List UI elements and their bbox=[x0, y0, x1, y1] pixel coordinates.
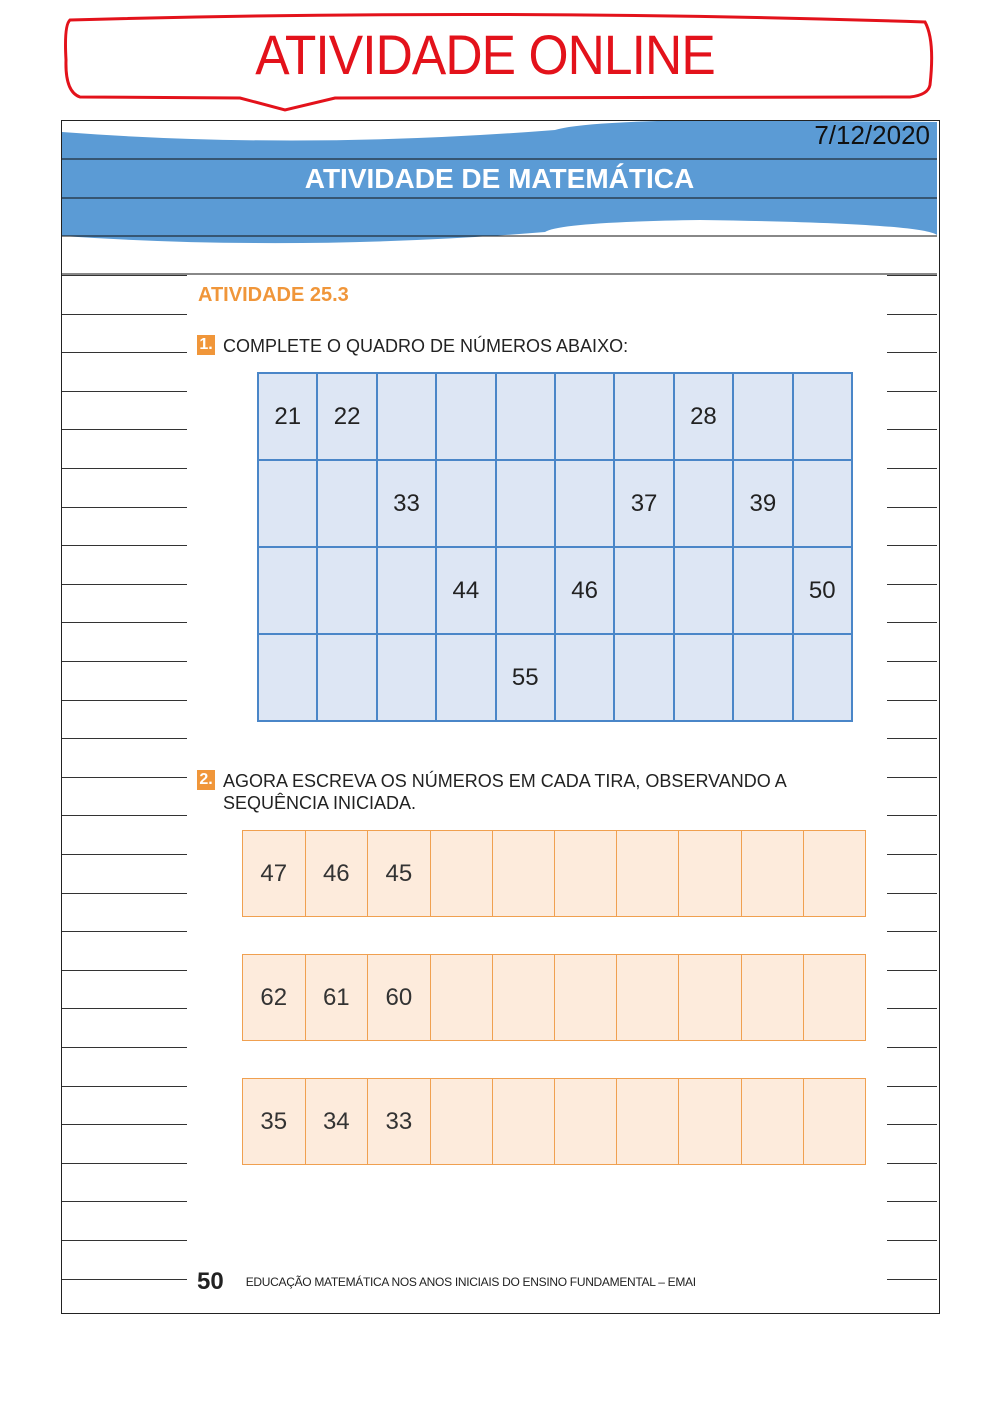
strip-cell-empty[interactable] bbox=[430, 1079, 492, 1165]
grid-cell-empty[interactable] bbox=[674, 634, 733, 721]
ruled-line bbox=[62, 1047, 187, 1048]
ruled-line bbox=[62, 700, 187, 701]
strip-cell: 35 bbox=[243, 1079, 306, 1165]
strip-cell: 33 bbox=[368, 1079, 431, 1165]
number-strip bbox=[242, 830, 866, 917]
ruled-line bbox=[887, 1086, 937, 1087]
strip-cell-empty[interactable] bbox=[554, 1079, 616, 1165]
ruled-line bbox=[887, 1047, 937, 1048]
grid-cell-empty[interactable] bbox=[317, 547, 376, 634]
ruled-line bbox=[887, 893, 937, 894]
grid-cell-empty[interactable] bbox=[258, 460, 317, 547]
date: 7/12/2020 bbox=[814, 120, 930, 150]
strip-cell: 45 bbox=[368, 831, 431, 917]
strip-cell-empty[interactable] bbox=[492, 955, 554, 1041]
grid-cell-empty[interactable] bbox=[258, 547, 317, 634]
strip-cell-empty[interactable] bbox=[679, 831, 741, 917]
strip-cell-empty[interactable] bbox=[617, 955, 679, 1041]
strip-cell: 46 bbox=[305, 831, 368, 917]
strip-cell-empty[interactable] bbox=[492, 1079, 554, 1165]
grid-cell-empty[interactable] bbox=[258, 634, 317, 721]
ruled-line bbox=[62, 1240, 187, 1241]
grid-cell-empty[interactable] bbox=[793, 373, 852, 460]
question-text: AGORA ESCREVA OS NÚMEROS EM CADA TIRA, OBSERVANDO A SEQUÊNCIA INICIADA. bbox=[223, 771, 786, 813]
grid-cell-empty[interactable] bbox=[614, 547, 673, 634]
number-strip bbox=[242, 1078, 866, 1165]
strip-cell: 62 bbox=[243, 955, 306, 1041]
page-number: 50 bbox=[197, 1268, 224, 1295]
grid-cell-empty[interactable] bbox=[733, 373, 792, 460]
ruled-line bbox=[887, 314, 937, 315]
strip-cell: 47 bbox=[243, 831, 306, 917]
ruled-line bbox=[887, 815, 937, 816]
strip-cell-empty[interactable] bbox=[803, 955, 865, 1041]
grid-cell-empty[interactable] bbox=[436, 460, 495, 547]
banner-title: ATIVIDADE ONLINE bbox=[255, 23, 715, 86]
strip-cell-empty[interactable] bbox=[741, 831, 803, 917]
grid-cell: 55 bbox=[496, 634, 555, 721]
ruled-line bbox=[62, 1008, 187, 1009]
strip-cell-empty[interactable] bbox=[803, 1079, 865, 1165]
footer bbox=[197, 1268, 696, 1296]
ruled-line bbox=[62, 275, 187, 276]
grid-cell-empty[interactable] bbox=[496, 373, 555, 460]
ruled-line bbox=[887, 468, 937, 469]
grid-cell-empty[interactable] bbox=[674, 460, 733, 547]
strip-cell-empty[interactable] bbox=[617, 1079, 679, 1165]
grid-cell-empty[interactable] bbox=[733, 547, 792, 634]
grid-cell: 46 bbox=[555, 547, 614, 634]
ruled-line bbox=[887, 1124, 937, 1125]
ruled-line bbox=[887, 584, 937, 585]
ruled-line bbox=[887, 391, 937, 392]
ruled-line bbox=[62, 661, 187, 662]
grid-cell-empty[interactable] bbox=[555, 460, 614, 547]
ruled-line bbox=[62, 352, 187, 353]
grid-cell-empty[interactable] bbox=[555, 373, 614, 460]
ruled-line bbox=[887, 429, 937, 430]
table-row bbox=[243, 955, 866, 1041]
grid-cell-empty[interactable] bbox=[793, 460, 852, 547]
ruled-line bbox=[887, 1240, 937, 1241]
ruled-line bbox=[62, 931, 187, 932]
ruled-line bbox=[62, 1086, 187, 1087]
grid-cell-empty[interactable] bbox=[377, 634, 436, 721]
grid-cell-empty[interactable] bbox=[496, 547, 555, 634]
strip-cell-empty[interactable] bbox=[617, 831, 679, 917]
ruled-line bbox=[887, 777, 937, 778]
grid-cell: 22 bbox=[317, 373, 376, 460]
grid-cell: 39 bbox=[733, 460, 792, 547]
question-2 bbox=[197, 770, 837, 814]
ruled-line bbox=[62, 468, 187, 469]
table-row bbox=[258, 634, 852, 721]
grid-cell-empty[interactable] bbox=[733, 634, 792, 721]
ruled-line bbox=[887, 275, 937, 276]
ruled-line bbox=[887, 738, 937, 739]
strip-cell-empty[interactable] bbox=[492, 831, 554, 917]
grid-cell: 50 bbox=[793, 547, 852, 634]
grid-cell: 33 bbox=[377, 460, 436, 547]
subtitle: ATIVIDADE DE MATEMÁTICA bbox=[304, 163, 695, 194]
grid-cell: 28 bbox=[674, 373, 733, 460]
question-number: 2. bbox=[197, 770, 215, 790]
grid-cell: 37 bbox=[614, 460, 673, 547]
ruled-line bbox=[62, 970, 187, 971]
ruled-line bbox=[887, 854, 937, 855]
grid-cell-empty[interactable] bbox=[793, 634, 852, 721]
ruled-line bbox=[62, 893, 187, 894]
ruled-line bbox=[62, 777, 187, 778]
table-row bbox=[243, 831, 866, 917]
ruled-line bbox=[887, 622, 937, 623]
ruled-line bbox=[887, 931, 937, 932]
ruled-line bbox=[62, 391, 187, 392]
ruled-line bbox=[887, 661, 937, 662]
ruled-line bbox=[62, 507, 187, 508]
strip-cell-empty[interactable] bbox=[430, 955, 492, 1041]
strip-cell-empty[interactable] bbox=[554, 831, 616, 917]
ruled-line bbox=[62, 815, 187, 816]
grid-cell-empty[interactable] bbox=[674, 547, 733, 634]
question-number: 1. bbox=[197, 335, 215, 355]
table-row bbox=[243, 1079, 866, 1165]
ruled-line bbox=[62, 1163, 187, 1164]
strip-cell-empty[interactable] bbox=[741, 955, 803, 1041]
strip-cell: 60 bbox=[368, 955, 431, 1041]
strip-cell: 61 bbox=[305, 955, 368, 1041]
grid-cell-empty[interactable] bbox=[377, 547, 436, 634]
number-grid bbox=[257, 372, 853, 722]
strip-cell-empty[interactable] bbox=[679, 1079, 741, 1165]
grid-cell-empty[interactable] bbox=[555, 634, 614, 721]
grid-cell: 21 bbox=[258, 373, 317, 460]
grid-cell-empty[interactable] bbox=[317, 460, 376, 547]
grid-cell-empty[interactable] bbox=[436, 373, 495, 460]
ruled-line bbox=[887, 545, 937, 546]
strip-cell: 34 bbox=[305, 1079, 368, 1165]
activity-title: ATIVIDADE 25.3 bbox=[198, 284, 349, 306]
grid-cell: 44 bbox=[436, 547, 495, 634]
ruled-line bbox=[887, 1201, 937, 1202]
table-row bbox=[258, 460, 852, 547]
question-1 bbox=[197, 335, 628, 357]
ruled-line bbox=[62, 622, 187, 623]
table-row bbox=[258, 547, 852, 634]
strip-cell-empty[interactable] bbox=[554, 955, 616, 1041]
ruled-line bbox=[887, 1163, 937, 1164]
grid-cell-empty[interactable] bbox=[377, 373, 436, 460]
ruled-line bbox=[887, 1008, 937, 1009]
question-text: COMPLETE O QUADRO DE NÚMEROS ABAIXO: bbox=[223, 336, 629, 356]
ruled-line bbox=[62, 854, 187, 855]
grid-cell-empty[interactable] bbox=[436, 634, 495, 721]
grid-cell-empty[interactable] bbox=[614, 634, 673, 721]
grid-cell-empty[interactable] bbox=[317, 634, 376, 721]
ruled-line bbox=[62, 1124, 187, 1125]
ruled-line bbox=[62, 1201, 187, 1202]
ruled-line bbox=[62, 584, 187, 585]
footer-text: EDUCAÇÃO MATEMÁTICA NOS ANOS INICIAIS DO ENSINO FUNDAMENTAL – EMAI bbox=[245, 1275, 696, 1289]
ruled-line bbox=[887, 507, 937, 508]
strip-cell-empty[interactable] bbox=[679, 955, 741, 1041]
ruled-line bbox=[62, 545, 187, 546]
grid-cell-empty[interactable] bbox=[496, 460, 555, 547]
ruled-line bbox=[62, 314, 187, 315]
ruled-line bbox=[887, 352, 937, 353]
ruled-line bbox=[887, 700, 937, 701]
strip-cell-empty[interactable] bbox=[741, 1079, 803, 1165]
strip-cell-empty[interactable] bbox=[803, 831, 865, 917]
number-strip bbox=[242, 954, 866, 1041]
ruled-line bbox=[62, 429, 187, 430]
ruled-line bbox=[887, 1279, 937, 1280]
ruled-line bbox=[62, 738, 187, 739]
ruled-line bbox=[62, 1279, 187, 1280]
grid-cell-empty[interactable] bbox=[614, 373, 673, 460]
strip-cell-empty[interactable] bbox=[430, 831, 492, 917]
ruled-line bbox=[887, 970, 937, 971]
table-row bbox=[258, 373, 852, 460]
